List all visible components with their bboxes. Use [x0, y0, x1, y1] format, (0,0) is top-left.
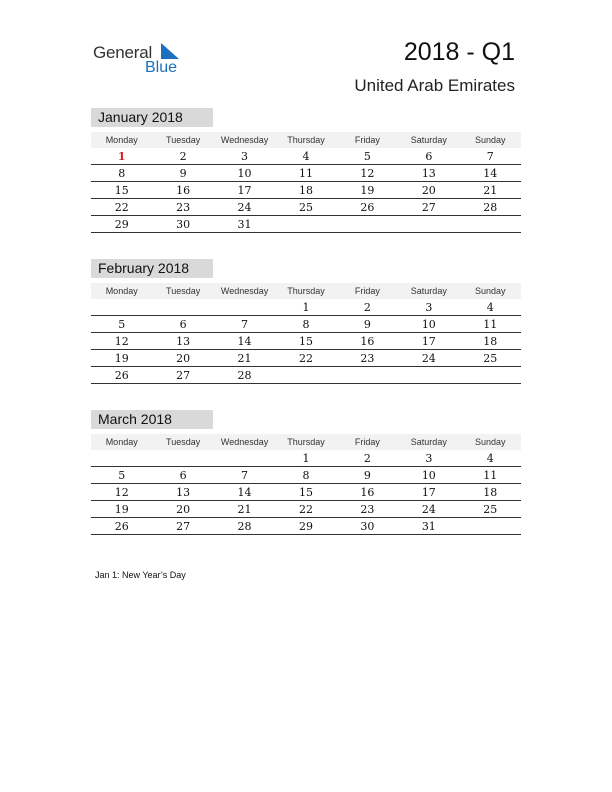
- day-cell: 5: [91, 316, 152, 333]
- day-cell: 11: [275, 165, 336, 182]
- weekday-header-row: [91, 434, 521, 450]
- brand-logo: [93, 40, 193, 80]
- day-cell: 21: [214, 501, 275, 518]
- day-cell: 29: [275, 518, 336, 535]
- empty-day-cell: [152, 450, 213, 467]
- day-cell: 26: [337, 199, 398, 216]
- weekday-header: Saturday: [398, 132, 459, 148]
- week-row: [91, 148, 521, 165]
- day-cell: 7: [214, 467, 275, 484]
- weekday-header: Monday: [91, 132, 152, 148]
- week-row: [91, 450, 521, 467]
- day-cell: 24: [398, 350, 459, 367]
- week-row: [91, 165, 521, 182]
- day-cell: 12: [91, 333, 152, 350]
- week-row: [91, 182, 521, 199]
- day-cell: 30: [152, 216, 213, 233]
- month-grid: [91, 132, 521, 233]
- day-cell: 16: [337, 333, 398, 350]
- day-cell: 9: [337, 467, 398, 484]
- empty-day-cell: [460, 216, 521, 233]
- day-cell: 11: [460, 467, 521, 484]
- day-cell: 25: [460, 501, 521, 518]
- weekday-header: Sunday: [460, 434, 521, 450]
- empty-day-cell: [91, 299, 152, 316]
- empty-day-cell: [214, 450, 275, 467]
- empty-day-cell: [337, 367, 398, 384]
- month-label: March 2018: [91, 410, 213, 429]
- month-body: [91, 299, 521, 384]
- day-cell: 31: [398, 518, 459, 535]
- weekday-header: Thursday: [275, 132, 336, 148]
- brand-name-blue: Blue: [145, 59, 178, 76]
- empty-day-cell: [398, 367, 459, 384]
- empty-day-cell: [91, 450, 152, 467]
- day-cell: 4: [460, 299, 521, 316]
- day-cell: 27: [152, 518, 213, 535]
- day-cell: 26: [91, 518, 152, 535]
- day-cell: 23: [152, 199, 213, 216]
- week-row: [91, 216, 521, 233]
- day-cell: 22: [275, 501, 336, 518]
- day-cell: 15: [275, 333, 336, 350]
- day-cell: 23: [337, 350, 398, 367]
- weekday-header: Monday: [91, 434, 152, 450]
- day-cell: 2: [337, 450, 398, 467]
- month-calendar-february: [91, 259, 521, 384]
- day-cell: 2: [337, 299, 398, 316]
- empty-day-cell: [460, 367, 521, 384]
- day-cell: 30: [337, 518, 398, 535]
- day-cell: 3: [398, 450, 459, 467]
- day-cell: 4: [460, 450, 521, 467]
- week-row: [91, 316, 521, 333]
- week-row: [91, 484, 521, 501]
- month-calendar-march: [91, 410, 521, 535]
- day-cell: 19: [91, 501, 152, 518]
- weekday-header: Friday: [337, 434, 398, 450]
- week-row: [91, 518, 521, 535]
- weekday-header: Sunday: [460, 283, 521, 299]
- day-cell: 7: [460, 148, 521, 165]
- day-cell: 3: [214, 148, 275, 165]
- week-row: [91, 199, 521, 216]
- day-cell: 17: [398, 333, 459, 350]
- day-cell: 10: [214, 165, 275, 182]
- day-cell: 9: [152, 165, 213, 182]
- empty-day-cell: [214, 299, 275, 316]
- triangle-logo-icon: [161, 43, 181, 59]
- day-cell: 24: [398, 501, 459, 518]
- day-cell: 29: [91, 216, 152, 233]
- day-cell: 18: [275, 182, 336, 199]
- month-grid: [91, 283, 521, 384]
- day-cell: 6: [398, 148, 459, 165]
- day-cell: 11: [460, 316, 521, 333]
- weekday-header: Tuesday: [152, 132, 213, 148]
- day-cell: 28: [214, 367, 275, 384]
- weekday-header-row: [91, 283, 521, 299]
- weekday-header: Tuesday: [152, 434, 213, 450]
- week-row: [91, 333, 521, 350]
- day-cell: 13: [152, 333, 213, 350]
- weekday-header: Monday: [91, 283, 152, 299]
- day-cell: 20: [152, 501, 213, 518]
- month-label: January 2018: [91, 108, 213, 127]
- day-cell: 20: [398, 182, 459, 199]
- day-cell: 17: [398, 484, 459, 501]
- empty-day-cell: [275, 216, 336, 233]
- day-cell: 4: [275, 148, 336, 165]
- day-cell: 8: [275, 316, 336, 333]
- country-name: United Arab Emirates: [354, 76, 515, 95]
- day-cell: 23: [337, 501, 398, 518]
- day-cell: 25: [275, 199, 336, 216]
- day-cell: 9: [337, 316, 398, 333]
- day-cell: 10: [398, 467, 459, 484]
- week-row: [91, 350, 521, 367]
- day-cell: 12: [337, 165, 398, 182]
- brand-name-general: General: [93, 43, 153, 62]
- weekday-header: Thursday: [275, 283, 336, 299]
- weekday-header: Friday: [337, 283, 398, 299]
- day-cell: 18: [460, 484, 521, 501]
- weekday-header: Wednesday: [214, 434, 275, 450]
- week-row: [91, 367, 521, 384]
- day-cell: 2: [152, 148, 213, 165]
- empty-day-cell: [398, 216, 459, 233]
- day-cell: 24: [214, 199, 275, 216]
- day-cell: 21: [460, 182, 521, 199]
- holiday-note: Jan 1: New Year’s Day: [95, 570, 186, 580]
- day-cell: 16: [337, 484, 398, 501]
- weekday-header: Sunday: [460, 132, 521, 148]
- day-cell: 22: [91, 199, 152, 216]
- month-label: February 2018: [91, 259, 213, 278]
- day-cell: 13: [152, 484, 213, 501]
- month-body: [91, 148, 521, 233]
- day-cell: 5: [337, 148, 398, 165]
- day-cell: 25: [460, 350, 521, 367]
- day-cell: 7: [214, 316, 275, 333]
- day-cell: 6: [152, 467, 213, 484]
- day-cell: 22: [275, 350, 336, 367]
- day-cell: 27: [152, 367, 213, 384]
- day-cell: 1: [91, 148, 152, 165]
- empty-day-cell: [275, 367, 336, 384]
- weekday-header: Thursday: [275, 434, 336, 450]
- day-cell: 13: [398, 165, 459, 182]
- week-row: [91, 467, 521, 484]
- weekday-header-row: [91, 132, 521, 148]
- day-cell: 1: [275, 450, 336, 467]
- day-cell: 27: [398, 199, 459, 216]
- day-cell: 6: [152, 316, 213, 333]
- day-cell: 20: [152, 350, 213, 367]
- empty-day-cell: [152, 299, 213, 316]
- week-row: [91, 299, 521, 316]
- month-calendar-january: [91, 108, 521, 233]
- day-cell: 15: [275, 484, 336, 501]
- day-cell: 28: [214, 518, 275, 535]
- day-cell: 3: [398, 299, 459, 316]
- weekday-header: Friday: [337, 132, 398, 148]
- day-cell: 12: [91, 484, 152, 501]
- weekday-header: Wednesday: [214, 132, 275, 148]
- day-cell: 21: [214, 350, 275, 367]
- weekday-header: Saturday: [398, 283, 459, 299]
- day-cell: 1: [275, 299, 336, 316]
- day-cell: 8: [91, 165, 152, 182]
- day-cell: 28: [460, 199, 521, 216]
- day-cell: 5: [91, 467, 152, 484]
- weekday-header: Wednesday: [214, 283, 275, 299]
- day-cell: 14: [214, 333, 275, 350]
- day-cell: 8: [275, 467, 336, 484]
- day-cell: 16: [152, 182, 213, 199]
- day-cell: 19: [91, 350, 152, 367]
- day-cell: 14: [214, 484, 275, 501]
- empty-day-cell: [460, 518, 521, 535]
- day-cell: 18: [460, 333, 521, 350]
- weekday-header: Saturday: [398, 434, 459, 450]
- week-row: [91, 501, 521, 518]
- empty-day-cell: [337, 216, 398, 233]
- weekday-header: Tuesday: [152, 283, 213, 299]
- day-cell: 10: [398, 316, 459, 333]
- page-title: 2018 - Q1: [403, 38, 515, 66]
- day-cell: 14: [460, 165, 521, 182]
- day-cell: 15: [91, 182, 152, 199]
- day-cell: 19: [337, 182, 398, 199]
- day-cell: 17: [214, 182, 275, 199]
- holiday-notes: [95, 570, 186, 580]
- day-cell: 31: [214, 216, 275, 233]
- month-body: [91, 450, 521, 535]
- day-cell: 26: [91, 367, 152, 384]
- month-grid: [91, 434, 521, 535]
